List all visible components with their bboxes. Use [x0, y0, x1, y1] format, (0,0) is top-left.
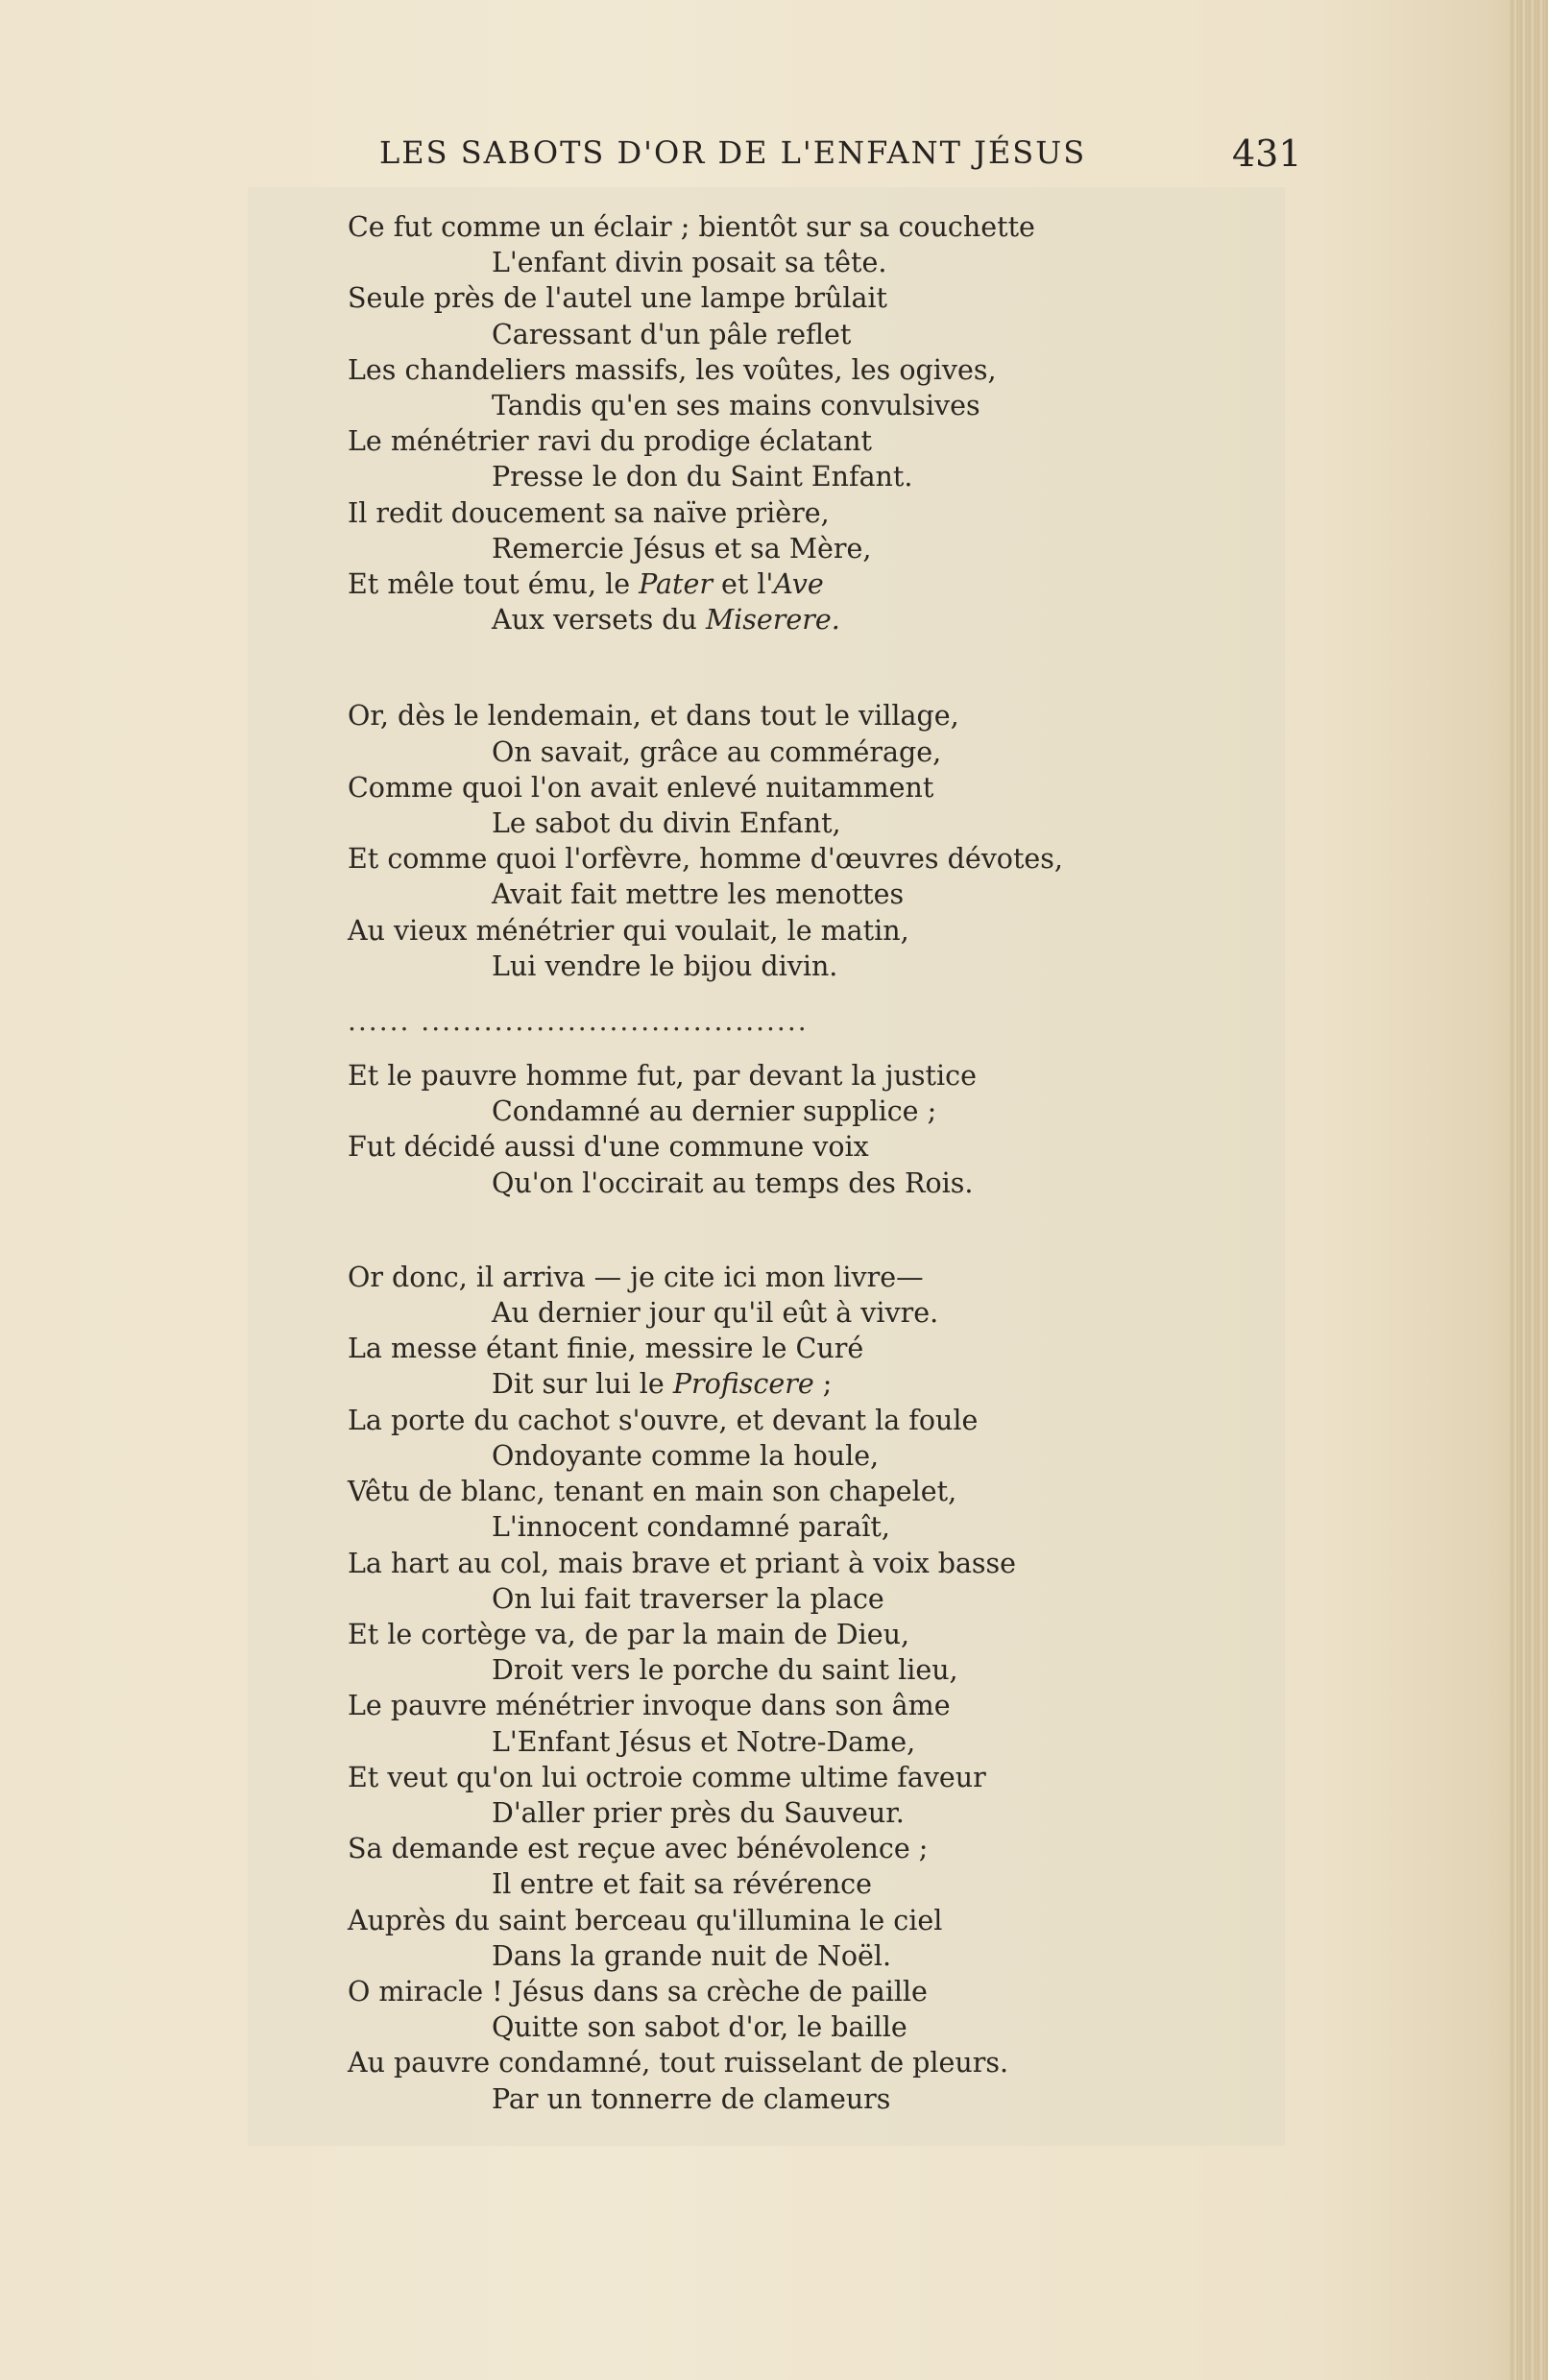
verse-text: ; — [813, 1368, 833, 1401]
verse-line: Or donc, il arriva — je cite ici mon livre— — [348, 1261, 924, 1293]
verse-line: L'Enfant Jésus et Notre-Dame, — [492, 1725, 916, 1758]
latin-word: Miserere. — [705, 604, 840, 637]
stanza-2 — [348, 698, 1212, 1058]
stanza-3 — [348, 1058, 1212, 1201]
verse-line: Au pauvre condamné, tout ruisselant de pleurs. — [348, 2047, 1009, 2079]
verse-line: Et veut qu'on lui octroie comme ultime faveur — [348, 1761, 986, 1793]
verse-line: Sa demande est reçue avec bénévolence ; — [348, 1833, 929, 1865]
verse-line: Et le cortège va, de par la main de Dieu, — [348, 1618, 910, 1650]
verse-line: Droit vers le porche du saint lieu, — [492, 1654, 958, 1687]
dots-gap — [348, 984, 1212, 1003]
latin-word: Ave — [773, 568, 824, 601]
verse-line: Presse le don du Saint Enfant. — [492, 461, 913, 493]
verse-line: Comme quoi l'on avait enlevé nuitamment — [348, 771, 934, 804]
verse-line: La porte du cachot s'ouvre, et devant la foule — [348, 1404, 979, 1436]
verse-line: Lui vendre le bijou divin. — [492, 950, 838, 982]
verse-line: Seule près de l'autel une lampe brûlait — [348, 282, 887, 315]
running-head: LES SABOTS D'OR DE L'ENFANT JÉSUS — [379, 134, 1087, 171]
verse-line: La hart au col, mais brave et priant à voix basse — [348, 1547, 1017, 1579]
verse-line — [348, 1366, 1212, 1402]
verse-line: L'innocent condamné paraît, — [492, 1511, 890, 1544]
verse-line: On savait, grâce au commérage, — [492, 735, 942, 768]
verse-line: Les chandeliers massifs, les voûtes, les ogives, — [348, 353, 997, 386]
verse-line: Condamné au dernier supplice ; — [492, 1095, 937, 1128]
verse-line: Quitte son sabot d'or, le baille — [492, 2011, 907, 2044]
verse-line: La messe étant finie, messire le Curé — [348, 1333, 864, 1365]
latin-word: Profiscere — [672, 1368, 814, 1401]
verse-line: Il entre et fait sa révérence — [492, 1868, 873, 1901]
verse-line: Le ménétrier ravi du prodige éclatant — [348, 425, 872, 458]
verse-line: D'aller prier près du Sauveur. — [492, 1796, 905, 1829]
verse-line: Auprès du saint berceau qu'illumina le ciel — [348, 1904, 943, 1936]
verse-line: Au vieux ménétrier qui voulait, le matin, — [348, 914, 909, 947]
verse-line: Qu'on l'occirait au temps des Rois. — [492, 1166, 974, 1199]
verse-line: Il redit doucement sa naïve prière, — [348, 496, 830, 529]
latin-word: Pater — [639, 568, 713, 601]
verse-text: et l' — [712, 568, 774, 601]
poem — [348, 209, 1212, 2117]
verse-line: Le pauvre ménétrier invoque dans son âme — [348, 1690, 951, 1722]
verse-line: Ce fut comme un éclair ; bientôt sur sa couchette — [348, 211, 1035, 243]
verse-line: Avait fait mettre les menottes — [492, 878, 905, 911]
page-number: 431 — [1232, 132, 1302, 175]
verse-line: Le sabot du divin Enfant, — [492, 807, 841, 840]
stanza-1 — [348, 209, 1212, 637]
verse-line: O miracle ! Jésus dans sa crèche de paille — [348, 1975, 928, 2007]
verse-line: Et comme quoi l'orfèvre, homme d'œuvres dévotes, — [348, 843, 1063, 876]
verse-line — [348, 566, 1212, 602]
verse-line: Dans la grande nuit de Noël. — [492, 1939, 892, 1972]
verse-line: On lui fait traverser la place — [492, 1582, 884, 1615]
verse-line: Tandis qu'en ses mains convulsives — [492, 390, 980, 422]
verse-line: Par un tonnerre de clameurs — [492, 2082, 891, 2115]
verse-line: L'enfant divin posait sa tête. — [492, 247, 887, 279]
verse-text: Aux versets du — [492, 604, 706, 637]
verse-text: Et mêle tout ému, le — [348, 568, 640, 601]
verse-line — [348, 602, 1212, 637]
stanza-4 — [348, 1260, 1212, 2117]
verse-line: Remercie Jésus et sa Mère, — [492, 532, 872, 565]
ellipsis-divider: ...... ..................................... — [348, 1005, 809, 1038]
verse-line: Au dernier jour qu'il eût à vivre. — [492, 1297, 939, 1330]
verse-text: Dit sur lui le — [492, 1368, 673, 1401]
page-edge — [1510, 0, 1548, 2380]
stanza-gap — [348, 1201, 1212, 1260]
verse-line: Caressant d'un pâle reflet — [492, 318, 852, 350]
verse-line: Or, dès le lendemain, et dans tout le village, — [348, 700, 959, 733]
verse-line: Et le pauvre homme fut, par devant la justice — [348, 1060, 977, 1093]
stanza-gap — [348, 637, 1212, 698]
verse-line: Ondoyante comme la houle, — [492, 1439, 880, 1472]
verse-line: Fut décidé aussi d'une commune voix — [348, 1131, 869, 1164]
dots-gap — [348, 1039, 1212, 1058]
verse-line: Vêtu de blanc, tenant en main son chapelet, — [348, 1476, 957, 1508]
